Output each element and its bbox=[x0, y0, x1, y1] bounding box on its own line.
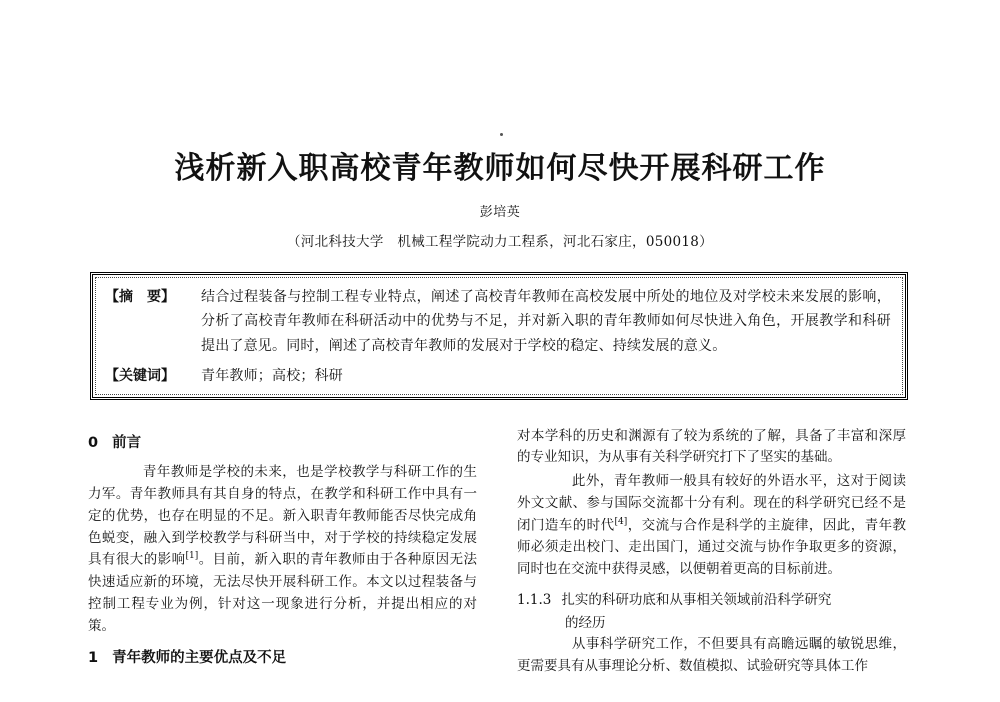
paper-content bbox=[88, 0, 912, 678]
keywords-row bbox=[105, 364, 891, 389]
keywords-text: 青年教师；高校；科研 bbox=[201, 368, 343, 384]
abstract-box bbox=[90, 272, 908, 400]
abstract-text: 结合过程装备与控制工程专业特点，阐述了高校青年教师在高校发展中所处的地位及对学校未来发展的影响，分析了高校青年教师在科研活动中的优势与不足，并对新入职的青年教师如何尽快进入角色，开展教学和科研提出了意见。同时，阐述了高校青年教师的发展对于学校的稳定、持续发展的意义。 bbox=[201, 288, 891, 354]
subsection-title-line1: 扎实的科研功底和从事相关领域前沿科学研究 bbox=[561, 592, 832, 609]
paragraph: 此外，青年教师一般具有较好的外语水平，这对于阅读外文文献、参与国际交流都十分有利。现在的科学研究已经不是闭门造车的时代[4]，交流与合作是科学的主旋律，因此，青年教师必须走出校门、走出国门，通过交流与协作争取更多的资源，同时也在交流中获得灵感，以便朝着更高的目标前进。 bbox=[517, 473, 906, 578]
page-title: 浅析新入职高校青年教师如何尽快开展科研工作 bbox=[174, 151, 826, 186]
section-title-1: 青年教师的主要优点及不足 bbox=[112, 650, 287, 667]
author-affiliation: （河北科技大学 机械工程学院动力工程系，河北石家庄，050018） bbox=[287, 233, 713, 250]
body-columns bbox=[88, 426, 906, 678]
subsection-heading bbox=[517, 590, 906, 611]
subsection-number: 1.1.3 bbox=[517, 592, 552, 609]
author-name: 彭培英 bbox=[479, 204, 521, 220]
paragraph-continuation: 对本学科的历史和渊源有了较为系统的了解，具备了丰富和深厚的专业知识，为从事有关科学研究打下了坚实的基础。 bbox=[517, 427, 906, 466]
section-title-0: 前言 bbox=[112, 434, 142, 451]
section-number-1: 1 bbox=[88, 650, 99, 667]
right-column bbox=[517, 426, 906, 678]
subsection-title-line2: 的经历 bbox=[565, 614, 606, 631]
left-column bbox=[88, 426, 477, 678]
section-heading-1 bbox=[88, 647, 477, 670]
paragraph: 从事科学研究工作，不但要具有高瞻远瞩的敏锐思维，更需要具有从事理论分析、数值模拟、试验研究等具体工作 bbox=[517, 635, 906, 674]
paragraph: 青年教师是学校的未来，也是学校教学与科研工作的生力军。青年教师具有其自身的特点，在教学和科研工作中具有一定的优势，也存在明显的不足。新入职青年教师能否尽快完成角色蜕变，融入到学校教学与科研当中，对于学校的持续稳定发展具有很大的影响[1]。目前，新入职的青年教师由于各种原因无法快速适应新的环境，无法尽快开展科研工作。本文以过程装备与控制工程专业为例，针对这一现象进行分析，并提出相应的对策。 bbox=[88, 463, 477, 634]
section-heading-0 bbox=[88, 432, 477, 455]
section-number-0: 0 bbox=[88, 434, 99, 451]
abstract-label: 【摘 要】 bbox=[105, 288, 175, 305]
abstract-row bbox=[105, 285, 891, 359]
keywords-label: 【关键词】 bbox=[105, 368, 175, 384]
